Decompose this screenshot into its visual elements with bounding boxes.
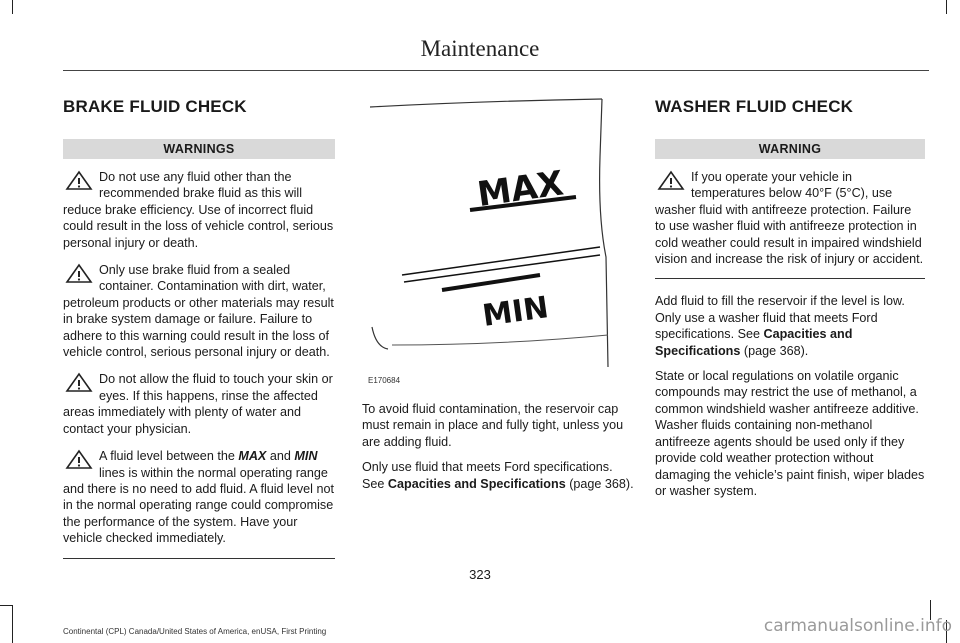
washer-fill-instruction: Add fluid to fill the reservoir if the level is low. Only use a washer fluid that meets Ford specifications. See Capacities and Specifications (page 368). [655,294,905,358]
warning-banner: WARNING [655,139,925,159]
warning-item [63,169,335,251]
warning-text: Do not use any fluid other than the recommended brake fluid as this will reduce brake efficiency. Use of incorrect fluid could result in the loss of vehicle control, serious personal injury or death. [63,170,334,250]
max-term: MAX [238,449,267,464]
capacities-link[interactable]: Capacities and Specifications [387,476,566,491]
warning-triangle-icon [655,169,687,195]
capacities-link[interactable]: Capacities and Specifications [655,327,853,358]
warning-item [63,371,335,437]
warning-text: Only use brake fluid from a sealed container. Contamination with dirt, water, petroleum products or other materials may result in brake system damage or failure. Failure to adhere to this warning could result in the loss of vehicle control, serious personal injury or death. [63,263,334,360]
crop-mark [12,605,13,643]
crop-mark [12,0,13,14]
warning-triangle-icon [63,169,95,195]
figure-id: E170684 [368,376,401,385]
page-number: 323 [469,567,491,582]
warning-triangle-icon [63,448,95,474]
min-term: MIN [294,449,318,464]
spec-reference: Only use fluid that meets Ford specifications. See Capacities and Specifications (page 368). [362,460,634,491]
section-heading-washer-fluid: WASHER FLUID CHECK [655,97,854,116]
reservoir-drawing [362,97,612,373]
crop-mark [946,0,947,14]
warnings-banner: WARNINGS [63,139,335,159]
warning-triangle-icon [63,262,95,288]
brake-fluid-section [63,97,335,559]
page-header-title: Maintenance [420,36,540,61]
warning-text: Do not allow the fluid to touch your skin or eyes. If this happens, rinse the affected areas immediately with plenty of water and contact your physician. [63,372,333,436]
warning-text: A fluid level between the MAX and MIN lines is within the normal operating range and there is no need to add fluid. A fluid level not in the normal operating range could compromise the performance of the system. Have your vehicle checked immediately. [63,449,334,546]
warning-item [63,448,335,546]
cap-instruction: To avoid fluid contamination, the reservoir cap must remain in place and fully tight, unless you are adding fluid. [362,402,624,449]
reservoir-figure-section [362,97,634,501]
section-divider [63,558,335,559]
warning-text: If you operate your vehicle in temperatures below 40°F (5°C), use washer fluid with antifreeze protection. Failure to use washer fluid with antifreeze protection in cold weather could result in impaired windshield vision and increase the risk of injury or accident. [655,170,924,267]
crop-mark [0,605,12,606]
watermark: carmanualsonline.info [763,616,952,636]
reservoir-illustration [362,97,612,385]
warning-item [655,169,925,267]
max-label: MAX [474,163,567,216]
header-divider [63,70,929,71]
footer-text: Continental (CPL) Canada/United States of America, enUSA, First Printing [63,627,327,636]
section-heading-brake-fluid: BRAKE FLUID CHECK [63,97,247,116]
min-label: MIN [480,290,551,334]
washer-fluid-section [655,97,925,508]
warning-item [63,262,335,360]
voc-regulation-note: State or local regulations on volatile organic compounds may restrict the use of methanol, a common windshield washer antifreeze additive. Washer fluids containing non-methanol antifreeze agents should be used only if they provide cold weather protection without damaging the vehicle’s paint finish, wiper blades or washer system. [655,369,925,498]
warning-triangle-icon [63,371,95,397]
